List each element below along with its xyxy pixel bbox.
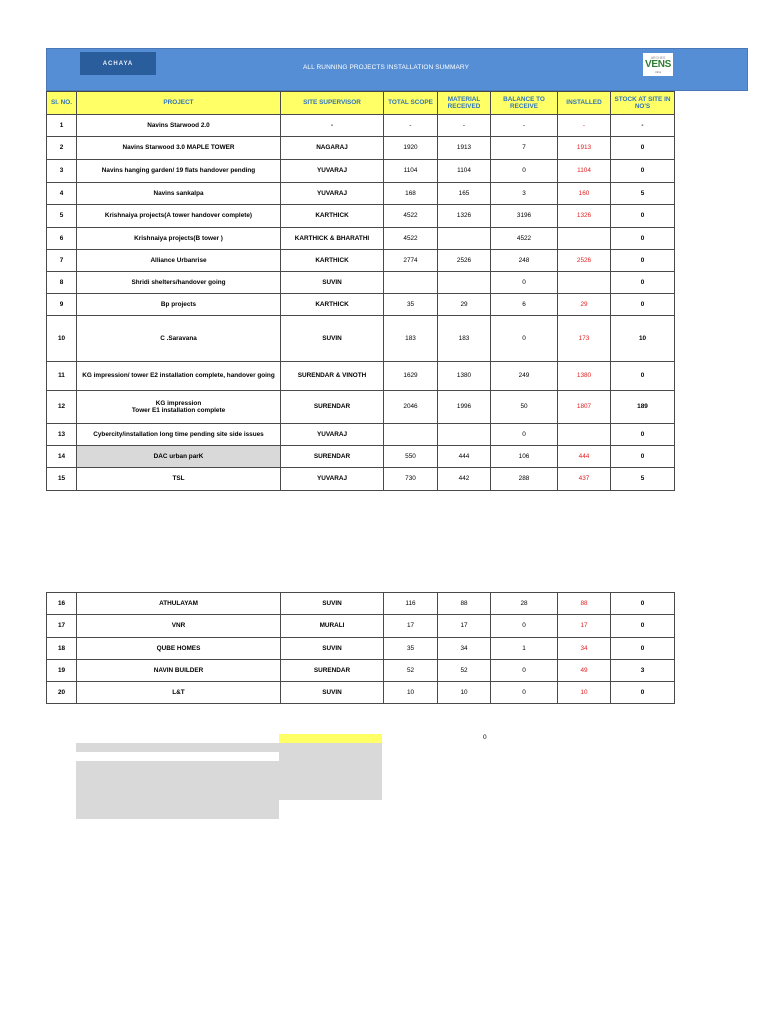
cell-supervisor: MURALI xyxy=(281,615,384,638)
cell-received: 17 xyxy=(438,615,491,638)
cell-supervisor: KARTHICK xyxy=(281,294,384,316)
cell-stock: 10 xyxy=(611,316,675,362)
cell-no: 13 xyxy=(47,424,77,446)
cell-installed: 2526 xyxy=(558,250,611,272)
cell-supervisor: KARTHICK xyxy=(281,250,384,272)
cell-scope: - xyxy=(384,115,438,137)
cell-installed: 173 xyxy=(558,316,611,362)
cell-scope: 35 xyxy=(384,638,438,660)
cell-received: 1326 xyxy=(438,205,491,228)
cell-supervisor: SUVIN xyxy=(281,272,384,294)
cell-received: 52 xyxy=(438,660,491,682)
cell-received: 1913 xyxy=(438,137,491,160)
cell-supervisor: YUVARAJ xyxy=(281,424,384,446)
cell-received: 1104 xyxy=(438,160,491,183)
cell-no: 6 xyxy=(47,228,77,250)
header-balance-to-receive: BALANCE TO RECEIVE xyxy=(491,92,558,115)
cell-stock: 0 xyxy=(611,362,675,391)
table-row xyxy=(47,160,675,183)
cell-no: 2 xyxy=(47,137,77,160)
cell-no: 16 xyxy=(47,593,77,615)
cell-no: 9 xyxy=(47,294,77,316)
cell-received: - xyxy=(438,115,491,137)
cell-scope: 183 xyxy=(384,316,438,362)
cell-balance: 0 xyxy=(491,424,558,446)
cell-received: 183 xyxy=(438,316,491,362)
cell-stock: 5 xyxy=(611,468,675,491)
cell-no: 15 xyxy=(47,468,77,491)
cell-supervisor: SURENDAR xyxy=(281,391,384,424)
cell-balance: 28 xyxy=(491,593,558,615)
table-row xyxy=(47,682,675,704)
table-row xyxy=(47,615,675,638)
cell-stock: 0 xyxy=(611,593,675,615)
cell-stock: 0 xyxy=(611,638,675,660)
cell-no: 17 xyxy=(47,615,77,638)
cell-received xyxy=(438,272,491,294)
cell-project: Alliance Urbanrise xyxy=(77,250,281,272)
cell-no: 10 xyxy=(47,316,77,362)
summary-table xyxy=(46,91,675,491)
cell-installed: 160 xyxy=(558,183,611,205)
cell-supervisor: SUVIN xyxy=(281,593,384,615)
cell-scope: 17 xyxy=(384,615,438,638)
cell-scope: 4522 xyxy=(384,228,438,250)
header-installed: INSTALLED xyxy=(558,92,611,115)
cell-supervisor: - xyxy=(281,115,384,137)
cell-stock: 0 xyxy=(611,294,675,316)
cell-project: C .Saravana xyxy=(77,316,281,362)
cell-project: VNR xyxy=(77,615,281,638)
cell-no: 1 xyxy=(47,115,77,137)
table-row xyxy=(47,316,675,362)
cell-balance: 106 xyxy=(491,446,558,468)
cell-installed: 1913 xyxy=(558,137,611,160)
cell-project: NAVIN BUILDER xyxy=(77,660,281,682)
table-header-row xyxy=(47,92,675,115)
table-row xyxy=(47,294,675,316)
cell-no: 20 xyxy=(47,682,77,704)
cell-stock: 0 xyxy=(611,137,675,160)
logo-right-small: ARCHES xyxy=(650,55,666,60)
cell-project: DAC urban parK xyxy=(77,446,281,468)
table-row xyxy=(47,250,675,272)
cell-received: 442 xyxy=(438,468,491,491)
table-row xyxy=(47,362,675,391)
cell-supervisor: SUVIN xyxy=(281,638,384,660)
cell-received xyxy=(438,424,491,446)
cell-project: Navins sankalpa xyxy=(77,183,281,205)
header-total-scope: TOTAL SCOPE xyxy=(384,92,438,115)
cell-scope: 168 xyxy=(384,183,438,205)
cell-project: L&T xyxy=(77,682,281,704)
cell-balance: 7 xyxy=(491,137,558,160)
cell-installed: 1380 xyxy=(558,362,611,391)
table-row xyxy=(47,115,675,137)
cell-installed xyxy=(558,424,611,446)
cell-installed: 1104 xyxy=(558,160,611,183)
cell-balance: 248 xyxy=(491,250,558,272)
cell-installed: 1807 xyxy=(558,391,611,424)
cell-scope: 4522 xyxy=(384,205,438,228)
cell-project: ATHULAYAM xyxy=(77,593,281,615)
cell-no: 8 xyxy=(47,272,77,294)
cell-balance: 3 xyxy=(491,183,558,205)
cell-received: 34 xyxy=(438,638,491,660)
cell-scope xyxy=(384,272,438,294)
summary-table-continued xyxy=(46,592,675,704)
cell-balance: 288 xyxy=(491,468,558,491)
gray-fill-block-2 xyxy=(279,743,382,800)
cell-balance: 0 xyxy=(491,660,558,682)
cell-installed: 444 xyxy=(558,446,611,468)
cell-scope: 52 xyxy=(384,660,438,682)
cell-balance: 0 xyxy=(491,272,558,294)
cell-scope: 2046 xyxy=(384,391,438,424)
cell-project: Krishnaiya projects(A tower handover complete) xyxy=(77,205,281,228)
cell-no: 7 xyxy=(47,250,77,272)
cell-installed: 17 xyxy=(558,615,611,638)
cell-stock: 0 xyxy=(611,228,675,250)
table-row xyxy=(47,424,675,446)
cell-supervisor: KARTHICK & BHARATHI xyxy=(281,228,384,250)
cell-no: 3 xyxy=(47,160,77,183)
cell-project: KG impression/ tower E2 installation complete, handover going xyxy=(77,362,281,391)
cell-scope: 116 xyxy=(384,593,438,615)
stray-value: 0 xyxy=(483,734,487,741)
cell-stock: 0 xyxy=(611,250,675,272)
cell-stock: 5 xyxy=(611,183,675,205)
cell-received: 165 xyxy=(438,183,491,205)
cell-balance: 0 xyxy=(491,160,558,183)
cell-installed: 1326 xyxy=(558,205,611,228)
cell-no: 11 xyxy=(47,362,77,391)
table-row xyxy=(47,593,675,615)
cell-balance: - xyxy=(491,115,558,137)
cell-received xyxy=(438,228,491,250)
table-row xyxy=(47,205,675,228)
cell-installed: 29 xyxy=(558,294,611,316)
table-row xyxy=(47,183,675,205)
yellow-fill-block xyxy=(279,734,382,743)
cell-received: 29 xyxy=(438,294,491,316)
logo-right-sub: infra xyxy=(655,69,661,74)
cell-project: Cybercity/installation long time pending site side issues xyxy=(77,424,281,446)
cell-received: 1996 xyxy=(438,391,491,424)
cell-installed: - xyxy=(558,115,611,137)
cell-project: KG impression Tower E1 installation complete xyxy=(77,391,281,424)
cell-project: QUBE HOMES xyxy=(77,638,281,660)
table-row xyxy=(47,638,675,660)
cell-stock: 0 xyxy=(611,205,675,228)
header-project: PROJECT xyxy=(77,92,281,115)
cell-project: Navins hanging garden/ 19 flats handover pending xyxy=(77,160,281,183)
logo-left-text: ACHAYA xyxy=(102,60,134,67)
table-row xyxy=(47,391,675,424)
sheet-title: ALL RUNNING PROJECTS INSTALLATION SUMMARY xyxy=(302,64,470,71)
cell-no: 18 xyxy=(47,638,77,660)
table-row xyxy=(47,272,675,294)
gray-fill-block-1 xyxy=(76,743,279,752)
cell-balance: 0 xyxy=(491,615,558,638)
cell-scope: 35 xyxy=(384,294,438,316)
cell-balance: 0 xyxy=(491,316,558,362)
cell-balance: 0 xyxy=(491,682,558,704)
cell-installed: 437 xyxy=(558,468,611,491)
cell-installed xyxy=(558,272,611,294)
cell-project: Navins Starwood 2.0 xyxy=(77,115,281,137)
cell-balance: 50 xyxy=(491,391,558,424)
cell-balance: 4522 xyxy=(491,228,558,250)
cell-project: Navins Starwood 3.0 MAPLE TOWER xyxy=(77,137,281,160)
cell-scope: 10 xyxy=(384,682,438,704)
cell-supervisor: SURENDAR xyxy=(281,660,384,682)
cell-stock: 0 xyxy=(611,682,675,704)
header-stock-at-site: STOCK AT SITE IN NO'S xyxy=(611,92,675,115)
cell-installed: 88 xyxy=(558,593,611,615)
cell-scope: 1920 xyxy=(384,137,438,160)
cell-supervisor: KARTHICK xyxy=(281,205,384,228)
header-site-supervisor: SITE SUPERVISOR xyxy=(281,92,384,115)
cell-balance: 1 xyxy=(491,638,558,660)
logo-right-big: VENS xyxy=(644,58,672,70)
cell-no: 5 xyxy=(47,205,77,228)
cell-stock: 3 xyxy=(611,660,675,682)
cell-supervisor: YUVARAJ xyxy=(281,183,384,205)
cell-received: 1380 xyxy=(438,362,491,391)
cell-scope: 1629 xyxy=(384,362,438,391)
cell-scope xyxy=(384,424,438,446)
cell-received: 88 xyxy=(438,593,491,615)
table-row xyxy=(47,228,675,250)
cell-received: 2526 xyxy=(438,250,491,272)
cell-supervisor: SUVIN xyxy=(281,316,384,362)
cell-stock: 0 xyxy=(611,615,675,638)
cell-scope: 550 xyxy=(384,446,438,468)
cell-no: 4 xyxy=(47,183,77,205)
cell-installed: 34 xyxy=(558,638,611,660)
cell-no: 14 xyxy=(47,446,77,468)
cell-scope: 2774 xyxy=(384,250,438,272)
header-material-received: MATERIAL RECEIVED xyxy=(438,92,491,115)
table-row xyxy=(47,137,675,160)
cell-balance: 249 xyxy=(491,362,558,391)
cell-project: Krishnaiya projects(B tower ) xyxy=(77,228,281,250)
cell-supervisor: SUVIN xyxy=(281,682,384,704)
cell-installed: 10 xyxy=(558,682,611,704)
cell-stock: 0 xyxy=(611,160,675,183)
cell-project: Shridi shelters/handover going xyxy=(77,272,281,294)
cell-supervisor: SURENDAR & VINOTH xyxy=(281,362,384,391)
cell-installed: 49 xyxy=(558,660,611,682)
cell-stock: 0 xyxy=(611,424,675,446)
cell-scope: 730 xyxy=(384,468,438,491)
cell-stock: 0 xyxy=(611,446,675,468)
table-row xyxy=(47,468,675,491)
cell-supervisor: SURENDAR xyxy=(281,446,384,468)
cell-stock: 189 xyxy=(611,391,675,424)
cell-received: 10 xyxy=(438,682,491,704)
cell-supervisor: NAGARAJ xyxy=(281,137,384,160)
cell-no: 12 xyxy=(47,391,77,424)
cell-supervisor: YUVARAJ xyxy=(281,160,384,183)
cell-stock: 0 xyxy=(611,272,675,294)
cell-received: 444 xyxy=(438,446,491,468)
cell-supervisor: YUVARAJ xyxy=(281,468,384,491)
header-sl-no: Sl. NO. xyxy=(47,92,77,115)
cell-no: 19 xyxy=(47,660,77,682)
cell-installed xyxy=(558,228,611,250)
cell-stock: - xyxy=(611,115,675,137)
gray-fill-block-3 xyxy=(76,761,279,819)
company-logo-right xyxy=(643,53,673,76)
cell-scope: 1104 xyxy=(384,160,438,183)
cell-project: TSL xyxy=(77,468,281,491)
cell-balance: 6 xyxy=(491,294,558,316)
table-row xyxy=(47,660,675,682)
cell-balance: 3196 xyxy=(491,205,558,228)
cell-project: Bp projects xyxy=(77,294,281,316)
table-row xyxy=(47,446,675,468)
